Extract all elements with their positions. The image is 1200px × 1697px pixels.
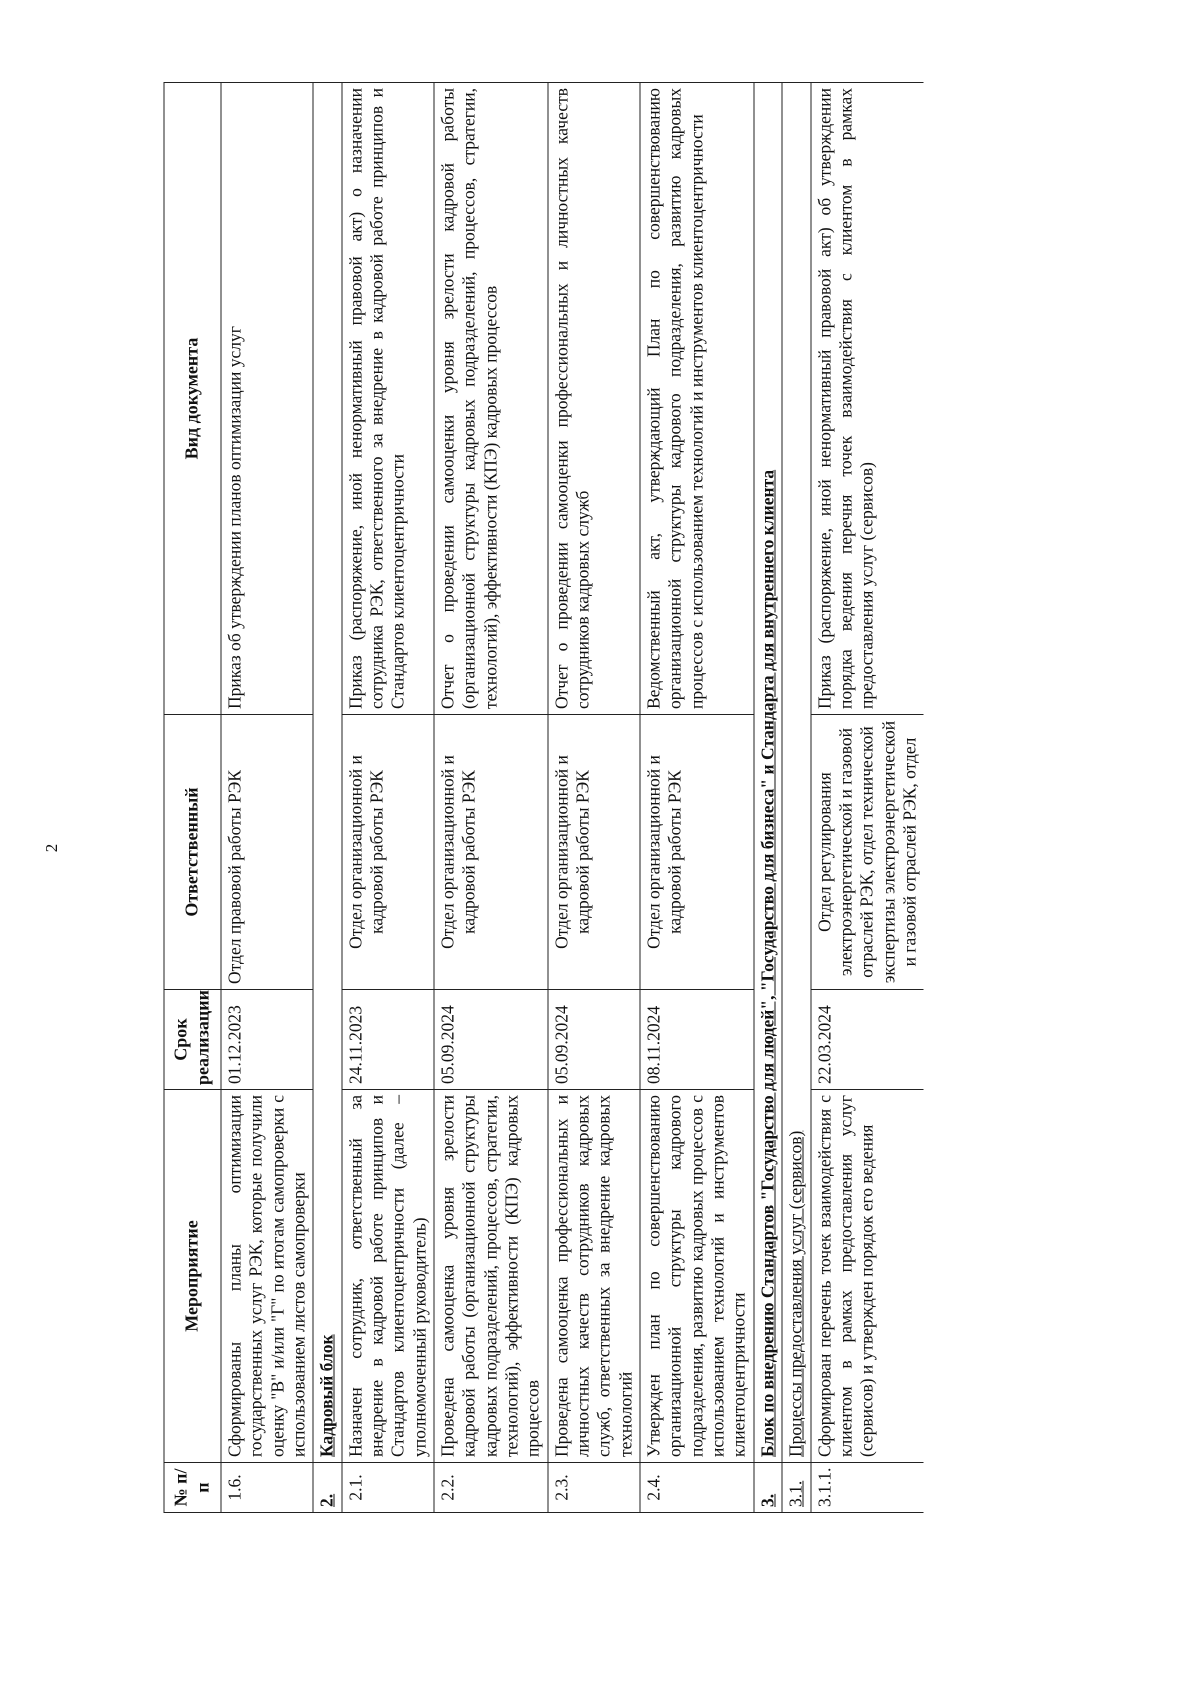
row-responsible: Отдел организационной и кадровой работы РЭК [342, 715, 434, 990]
row-num: 1.6. [221, 1463, 313, 1513]
row-date: 22.03.2024 [811, 990, 924, 1090]
row-document: Приказ (распоряжение, иной ненормативный правовой акт) об утверждении порядка ведения перечня точек взаимодействия с клиентом в рамках предоставления услуг (сервисов) [811, 83, 924, 715]
plan-table-sheet [164, 83, 1079, 1513]
table-row [640, 83, 754, 1513]
subsection-num: 3.1. [782, 1463, 810, 1513]
row-date: 24.11.2023 [342, 990, 434, 1090]
row-event: Проведена самооценка уровня зрелости кадровой работы (организационной структуры кадровых подразделений, процессов, стратегии, технологий), эффективности (КПЭ) кадровых процессов [434, 1090, 548, 1463]
row-document: Ведомственный акт, утверждающий План по совершенствованию организационной структуры кадрового подразделения, развитию кадровых процессов с использованием технологий и инструментов клиентоцентричности [640, 83, 754, 715]
subsection-title: Процессы предоставления услуг (сервисов) [782, 83, 810, 1463]
header-event: Мероприятие [164, 1090, 221, 1463]
table-row [811, 83, 924, 1513]
row-responsible: Отдел правовой работы РЭК [221, 715, 313, 990]
header-responsible: Ответственный [164, 715, 221, 990]
row-date: 01.12.2023 [221, 990, 313, 1090]
row-responsible: Отдел регулирования электроэнергетической и газовой отраслей РЭК, отдел технической экспертизы электроэнергетической и газовой отраслей РЭК, отдел [811, 715, 924, 990]
header-document: Вид документа [164, 83, 221, 715]
table-row [342, 83, 434, 1513]
row-document: Отчет о проведении самооценки уровня зрелости кадровой работы (организационной структуры кадровых подразделений, процессов, стратегии, технологий), эффективности (КПЭ) кадровых процессов [434, 83, 548, 715]
subsection-row [782, 83, 810, 1513]
row-event: Сформированы планы оптимизации государственных услуг РЭК, которые получили оценку "В" и/или "Г" по итогам самопроверки с использованием листов самопроверки [221, 1090, 313, 1463]
table-header-row [164, 83, 221, 1513]
row-num: 2.2. [434, 1463, 548, 1513]
section-title: Кадровый блок [313, 83, 341, 1463]
row-num: 2.4. [640, 1463, 754, 1513]
row-responsible: Отдел организационной и кадровой работы РЭК [640, 715, 754, 990]
row-responsible: Отдел организационной и кадровой работы РЭК [548, 715, 640, 990]
table-row [548, 83, 640, 1513]
row-date: 08.11.2024 [640, 990, 754, 1090]
header-date: Срок реализации [164, 990, 221, 1090]
section-num: 3. [754, 1463, 782, 1513]
table-row [434, 83, 548, 1513]
row-date: 05.09.2024 [434, 990, 548, 1090]
row-event: Сформирован перечень точек взаимодействия с клиентом в рамках предоставления услуг (сервисов) и утвержден порядок его ведения [811, 1090, 924, 1463]
section-title: Блок по внедрению Стандартов "Государство для людей", "Государство для бизнеса" и Стандарта для внутреннего клиента [754, 83, 782, 1463]
row-date: 05.09.2024 [548, 990, 640, 1090]
header-num: № п/п [164, 1463, 221, 1513]
row-event: Утвержден план по совершенствованию организационной структуры кадрового подразделения, развитию кадровых процессов с использованием технологий и инструментов клиентоцентричности [640, 1090, 754, 1463]
section-row [313, 83, 341, 1513]
row-num: 2.1. [342, 1463, 434, 1513]
row-document: Отчет о проведении самооценки профессиональных и личностных качеств сотрудников кадровых служб [548, 83, 640, 715]
row-document: Приказ об утверждении планов оптимизации услуг [221, 83, 313, 715]
row-event: Проведена самооценка профессиональных и личностных качеств сотрудников кадровых служб, ответственных за внедрение кадровых технологий [548, 1090, 640, 1463]
section-row [754, 83, 782, 1513]
row-num: 2.3. [548, 1463, 640, 1513]
page-number: 2 [42, 843, 61, 853]
table-row [221, 83, 313, 1513]
row-num: 3.1.1. [811, 1463, 924, 1513]
row-event: Назначен сотрудник, ответственный за внедрение в кадровой работе принципов и Стандартов клиентоцентричности (далее – уполномоченный руководитель) [342, 1090, 434, 1463]
row-document: Приказ (распоряжение, иной ненормативный правовой акт) о назначении сотрудника РЭК, ответственного за внедрение в кадровой работе принципов и Стандартов клиентоцентричности [342, 83, 434, 715]
row-responsible: Отдел организационной и кадровой работы РЭК [434, 715, 548, 990]
plan-table [164, 82, 924, 1513]
section-num: 2. [313, 1463, 341, 1513]
